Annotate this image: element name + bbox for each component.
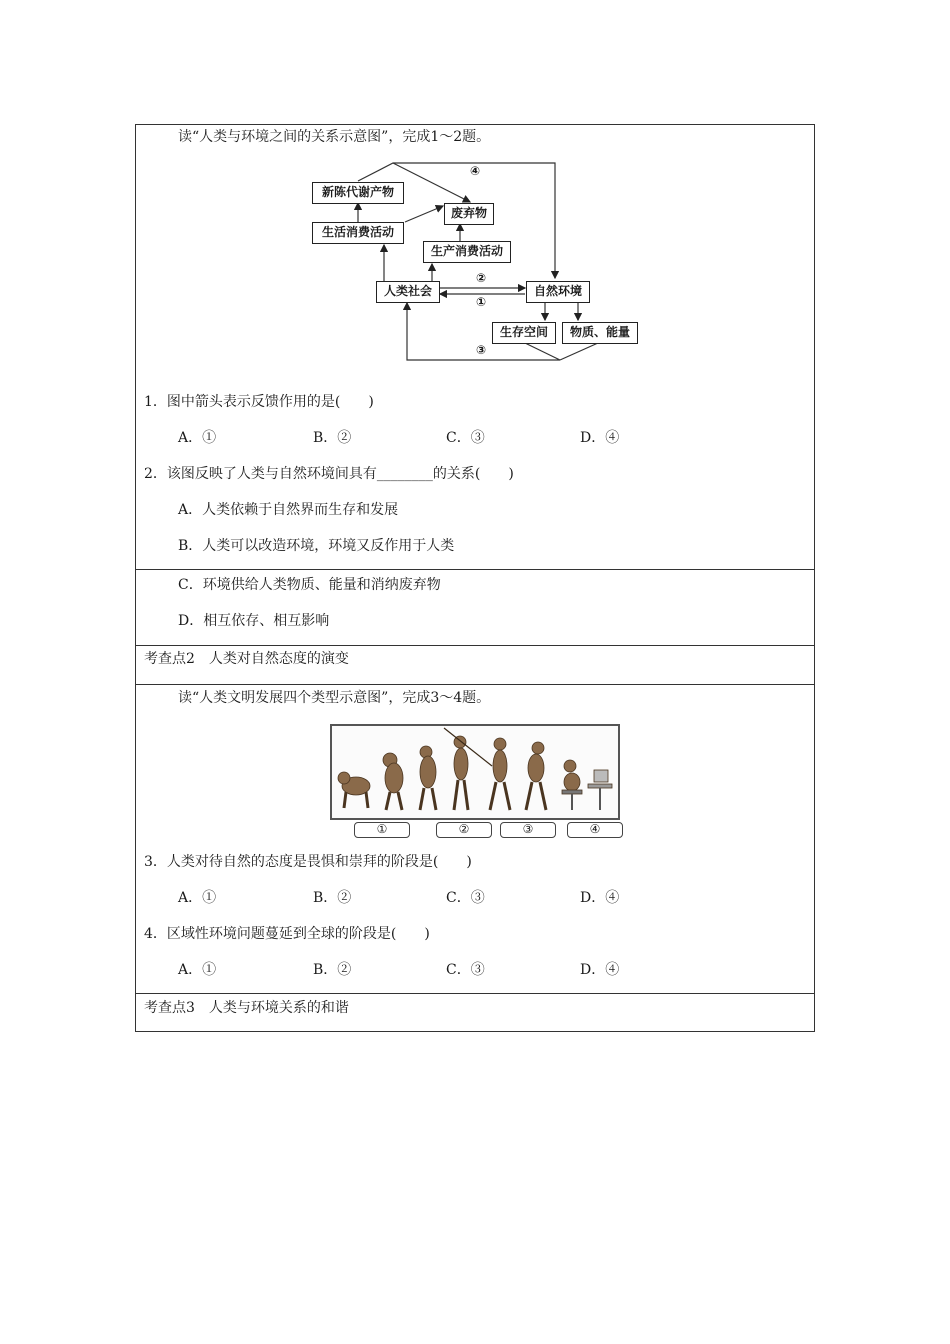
section1-intro: 读“人类与环境之间的关系示意图”，完成1～2题。 <box>178 129 491 145</box>
q1-option-c[interactable]: C．③ <box>446 430 485 446</box>
stage-label-3: ③ <box>500 822 556 838</box>
q4-option-a[interactable]: A．① <box>178 962 217 978</box>
q4-option-d[interactable]: D．④ <box>580 962 620 978</box>
row-divider <box>135 645 815 646</box>
box-waste: 废弃物 <box>444 203 494 225</box>
label-2: ② <box>476 271 487 285</box>
q2-option-d[interactable]: D．相互依存、相互影响 <box>178 613 330 629</box>
q3-option-c[interactable]: C．③ <box>446 890 485 906</box>
question-2-stem: 2．该图反映了人类与自然环境间具有________的关系( ) <box>144 466 514 482</box>
row-divider <box>135 684 815 685</box>
box-natural-environment: 自然环境 <box>526 281 590 303</box>
section-header-2: 考查点2 人类对自然态度的演变 <box>144 651 349 667</box>
q4-option-b[interactable]: B．② <box>313 962 352 978</box>
q1-option-a[interactable]: A．① <box>178 430 217 446</box>
question-1-stem: 1．图中箭头表示反馈作用的是( ) <box>144 394 374 410</box>
evolution-figures <box>332 726 618 818</box>
box-living-space: 生存空间 <box>492 322 556 344</box>
stage-label-2: ② <box>436 822 492 838</box>
box-human-society: 人类社会 <box>376 281 440 303</box>
q3-option-b[interactable]: B．② <box>313 890 352 906</box>
diagram-arrows <box>0 0 950 380</box>
q3-option-a[interactable]: A．① <box>178 890 217 906</box>
q3-option-d[interactable]: D．④ <box>580 890 620 906</box>
row-divider <box>135 569 815 570</box>
box-production-consumption: 生产消费活动 <box>423 241 511 263</box>
box-metabolism: 新陈代谢产物 <box>312 182 404 204</box>
q1-option-b[interactable]: B．② <box>313 430 352 446</box>
evolution-illustration <box>330 724 620 820</box>
section2-intro: 读“人类文明发展四个类型示意图”，完成3～4题。 <box>178 690 491 706</box>
stage-label-4: ④ <box>567 822 623 838</box>
label-1: ① <box>476 295 487 309</box>
q2-option-a[interactable]: A．人类依赖于自然界而生存和发展 <box>178 502 399 518</box>
q2-option-c[interactable]: C．环境供给人类物质、能量和消纳废弃物 <box>178 577 441 593</box>
box-life-consumption: 生活消费活动 <box>312 222 404 244</box>
label-4: ④ <box>470 164 481 178</box>
stage-label-1: ① <box>354 822 410 838</box>
label-3: ③ <box>476 343 487 357</box>
q2-option-b[interactable]: B．人类可以改造环境，环境又反作用于人类 <box>178 538 455 554</box>
question-4-stem: 4．区域性环境问题蔓延到全球的阶段是( ) <box>144 926 430 942</box>
question-3-stem: 3．人类对待自然的态度是畏惧和崇拜的阶段是( ) <box>144 854 472 870</box>
q1-option-d[interactable]: D．④ <box>580 430 620 446</box>
q4-option-c[interactable]: C．③ <box>446 962 485 978</box>
box-material-energy: 物质、能量 <box>562 322 638 344</box>
row-divider <box>135 993 815 994</box>
section-header-3: 考查点3 人类与环境关系的和谐 <box>144 1000 349 1016</box>
